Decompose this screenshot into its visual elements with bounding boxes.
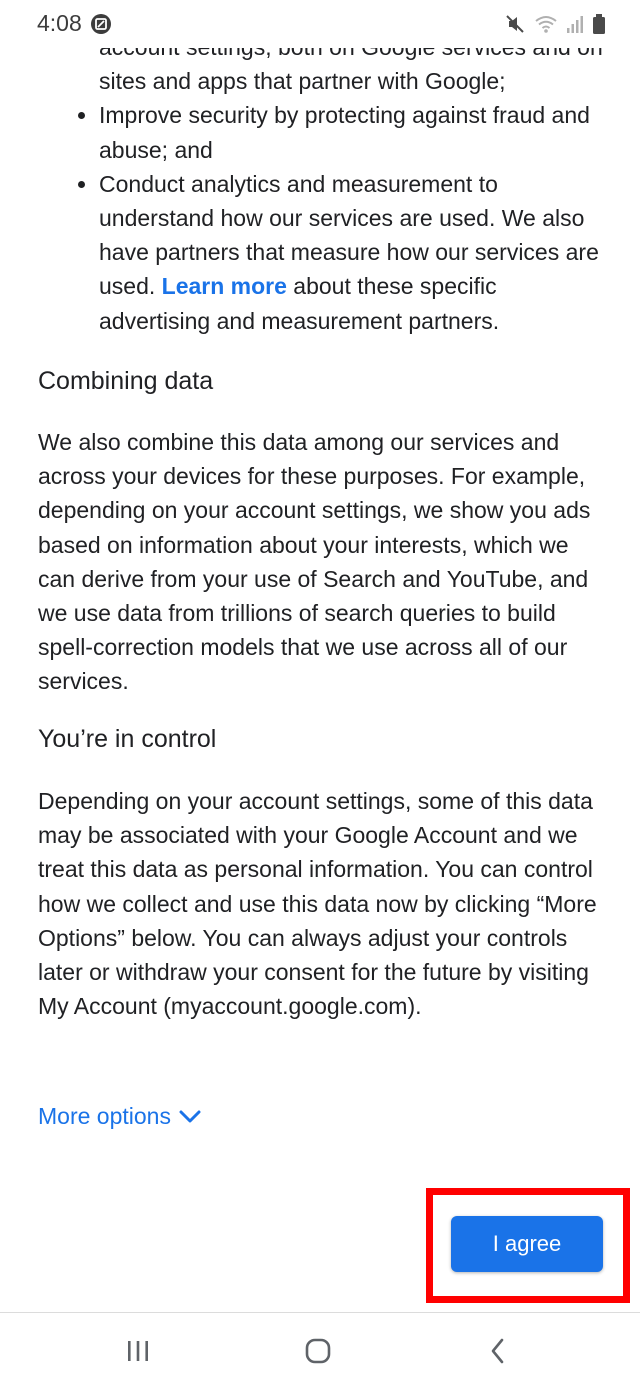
status-time: 4:08 [37,10,82,36]
list-item [0,167,640,338]
back-button[interactable] [478,1335,518,1367]
combining-data-body: We also combine this data among our services and across your devices for these purposes. For example, depending on your account settings, we show you ads based on information about your interests, which we can derive from your use of Search and YouTube, and we use data from trillions of search queries to build spell-correction models that we use across all of our services. [38,429,591,695]
in-control-heading: You’re in control [38,725,217,753]
list-item-text: sites and apps that partner with Google; [99,68,506,95]
more-options-button[interactable] [38,1103,201,1130]
mute-icon [504,13,526,35]
home-icon [303,1336,333,1366]
status-bar [0,0,640,48]
status-icons [504,12,606,36]
agree-button[interactable]: I agree [451,1216,603,1272]
list-item-text: Conduct analytics and measurement to understand how our services are used. We also have partners that measure how our services are used. [99,170,599,300]
recents-icon [124,1339,152,1363]
battery-icon [592,13,606,35]
list-item-text: Improve security by protecting against fraud and abuse; and [99,102,590,163]
combining-data-heading: Combining data [38,367,214,395]
in-control-body: Depending on your account settings, some of this data may be associated with your Google Account and we treat this data as personal information. You can control how we collect and use this data now by clicking “More Options” below. You can always adjust your controls later or withdraw your consent for the future by visiting My Account (myaccount.google.com). [38,788,597,1020]
purpose-list [0,30,640,338]
learn-more-link[interactable]: Learn more [161,273,287,300]
home-button[interactable] [298,1335,338,1367]
chevron-down-icon [179,1110,201,1124]
list-item [0,98,640,166]
wifi-icon [534,14,558,34]
signal-icon [566,14,584,34]
back-icon [488,1337,508,1365]
more-options-label: More options [38,1103,171,1129]
navigation-bar [0,1313,640,1387]
app-notification-icon [90,13,112,35]
list-item-text: about these specific advertising and measurement partners. [99,273,500,334]
recents-button[interactable] [118,1335,158,1367]
